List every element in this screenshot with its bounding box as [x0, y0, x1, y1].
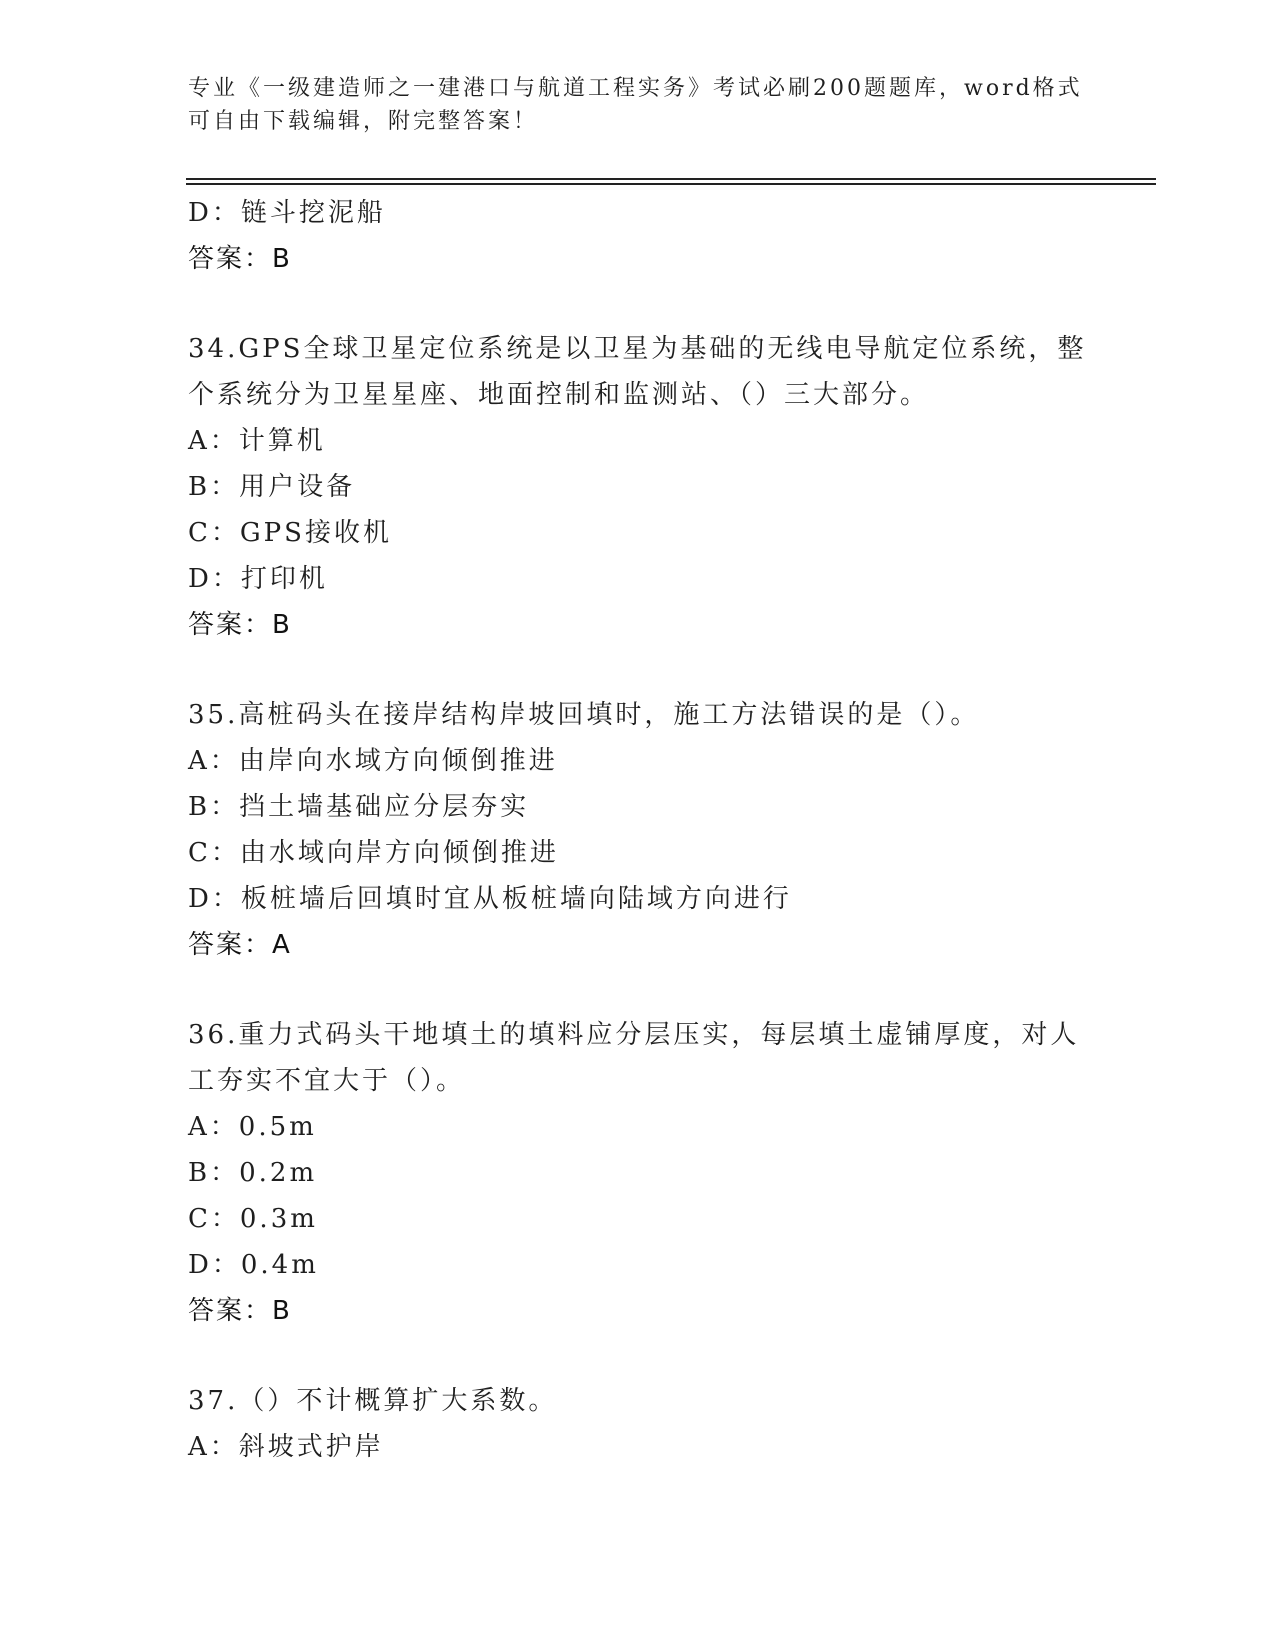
option-a: A：斜坡式护岸	[188, 1432, 384, 1462]
header-line-1: 专业《一级建造师之一建港口与航道工程实务》考试必刷200题题库，word格式	[188, 76, 1083, 101]
option-a: A：0.5m	[188, 1112, 317, 1142]
question-37	[188, 1378, 1088, 1470]
option-b: B：用户设备	[188, 472, 356, 502]
answer: 答案：A	[188, 930, 292, 960]
option-d: D：打印机	[188, 564, 328, 594]
question-35	[188, 692, 1088, 968]
option-c: C：GPS接收机	[188, 518, 392, 548]
question-list	[188, 190, 1088, 1470]
spacer	[188, 648, 1088, 692]
question-stem: 工夯实不宜大于（）。	[188, 1066, 466, 1096]
option-a: A：计算机	[188, 426, 326, 456]
option-c: C：0.3m	[188, 1204, 318, 1234]
answer: 答案：B	[188, 610, 292, 640]
option-d: D：链斗挖泥船	[188, 198, 386, 228]
option-a: A：由岸向水域方向倾倒推进	[188, 746, 558, 776]
answer: 答案：B	[188, 1296, 292, 1326]
question-34	[188, 326, 1088, 648]
option-c: C：由水域向岸方向倾倒推进	[188, 838, 559, 868]
question-stem: 34.GPS全球卫星定位系统是以卫星为基础的无线电导航定位系统，整	[188, 334, 1087, 364]
header-divider-bottom	[186, 183, 1156, 185]
spacer	[188, 1334, 1088, 1378]
question-stem: 35.高桩码头在接岸结构岸坡回填时，施工方法错误的是（）。	[188, 700, 980, 730]
option-b: B：挡土墙基础应分层夯实	[188, 792, 530, 822]
question-stem: 个系统分为卫星星座、地面控制和监测站、（）三大部分。	[188, 380, 930, 410]
header-line-2: 可自由下载编辑，附完整答案！	[188, 109, 539, 134]
answer: 答案：B	[188, 244, 292, 274]
question-33-tail	[188, 190, 1088, 282]
document-header	[188, 72, 1088, 138]
option-b: B：0.2m	[188, 1158, 318, 1188]
spacer	[188, 282, 1088, 326]
option-d: D：板桩墙后回填时宜从板桩墙向陆域方向进行	[188, 884, 792, 914]
option-d: D：0.4m	[188, 1250, 319, 1280]
question-36	[188, 1012, 1088, 1334]
question-stem: 37.（）不计概算扩大系数。	[188, 1386, 558, 1416]
question-stem: 36.重力式码头干地填土的填料应分层压实，每层填土虚铺厚度，对人	[188, 1020, 1080, 1050]
spacer	[188, 968, 1088, 1012]
header-divider-top	[186, 178, 1156, 180]
